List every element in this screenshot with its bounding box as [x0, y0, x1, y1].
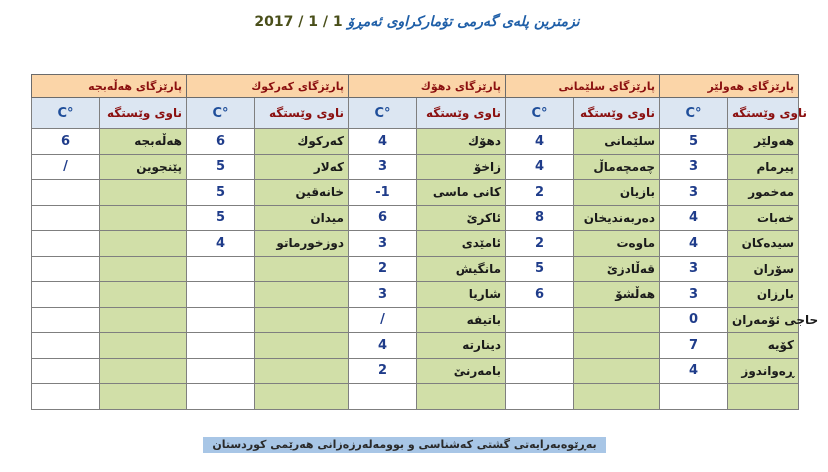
station-name-cell [574, 333, 660, 359]
station-name-cell [728, 384, 799, 410]
temperature-cell [187, 256, 255, 282]
station-name-cell: کەرکوك [255, 129, 349, 155]
table-row [32, 333, 799, 359]
table-row [32, 129, 799, 155]
governorate-header: پارێزگای کەرکوك [187, 75, 349, 98]
station-name-header: ناوی وێستگە [255, 98, 349, 129]
temperature-cell: 6 [349, 205, 417, 231]
temperature-cell: -1 [349, 180, 417, 206]
station-name-cell [100, 358, 187, 384]
temperature-cell: 5 [187, 180, 255, 206]
station-name-cell: دەربەندیخان [574, 205, 660, 231]
temperature-cell [187, 384, 255, 410]
temperature-cell: 3 [349, 282, 417, 308]
temperature-cell: 6 [506, 282, 574, 308]
station-name-cell [574, 384, 660, 410]
station-name-cell: پێنجوین [100, 154, 187, 180]
table-row [32, 282, 799, 308]
station-name-cell: بارزان [728, 282, 799, 308]
station-name-cell: دینارتە [417, 333, 506, 359]
station-name-cell [100, 282, 187, 308]
temperature-cell: 2 [349, 358, 417, 384]
temperature-cell: / [349, 307, 417, 333]
station-name-cell: باتیفە [417, 307, 506, 333]
governorate-header-row [32, 75, 799, 98]
temperature-cell [506, 358, 574, 384]
table-row [32, 307, 799, 333]
temperature-cell [32, 180, 100, 206]
station-name-cell: ماوەت [574, 231, 660, 257]
station-name-cell: پیرمام [728, 154, 799, 180]
station-name-cell [100, 231, 187, 257]
station-name-cell: بامەرنێ [417, 358, 506, 384]
temperature-cell [187, 282, 255, 308]
station-name-cell: هەڵەبجە [100, 129, 187, 155]
temperature-cell: 3 [660, 282, 728, 308]
station-name-cell: مەخمور [728, 180, 799, 206]
temperature-cell: 5 [187, 154, 255, 180]
station-name-cell: مانگیش [417, 256, 506, 282]
governorate-header: پارێزگای هەولێر [660, 75, 799, 98]
column-header-row [32, 98, 799, 129]
temperature-cell [506, 307, 574, 333]
temperature-cell [506, 333, 574, 359]
temperature-cell [32, 282, 100, 308]
station-name-cell: دهۆك [417, 129, 506, 155]
station-name-cell [574, 307, 660, 333]
degree-header: C° [506, 98, 574, 129]
temperature-cell: 5 [187, 205, 255, 231]
station-name-cell [100, 333, 187, 359]
table-row [32, 180, 799, 206]
station-name-cell: میدان [255, 205, 349, 231]
temperature-cell: 2 [349, 256, 417, 282]
station-name-cell: سۆران [728, 256, 799, 282]
temperature-cell [660, 384, 728, 410]
temperature-cell: 3 [660, 180, 728, 206]
temperature-cell: 4 [349, 129, 417, 155]
temperature-cell [32, 256, 100, 282]
station-name-cell: شاریا [417, 282, 506, 308]
temperature-cell [349, 384, 417, 410]
station-name-cell: بازیان [574, 180, 660, 206]
station-name-cell [255, 333, 349, 359]
temperature-cell: 3 [349, 231, 417, 257]
station-name-header: ناوی وێستگە [728, 98, 799, 129]
source-footer: بەڕێوەبەرایەتی گشتی کەشناسی و بوومەلەرزەزانی هەرێمی کوردستان [203, 437, 606, 453]
table-row [32, 231, 799, 257]
temperature-cell [32, 307, 100, 333]
station-name-cell [255, 384, 349, 410]
station-name-cell: ڕەواندوز [728, 358, 799, 384]
station-name-cell [100, 384, 187, 410]
station-name-cell: قەڵادزێ [574, 256, 660, 282]
station-name-cell [100, 205, 187, 231]
temperature-cell: / [32, 154, 100, 180]
temperature-cell: 3 [660, 256, 728, 282]
governorate-header: پارێزگای دهۆك [349, 75, 506, 98]
temperature-cell [32, 333, 100, 359]
station-name-header: ناوی وێستگە [574, 98, 660, 129]
degree-header: C° [187, 98, 255, 129]
temperature-cell: 2 [506, 231, 574, 257]
temperature-cell: 2 [506, 180, 574, 206]
temperature-cell: 5 [660, 129, 728, 155]
governorate-header: پارێزگای سلێمانی [506, 75, 660, 98]
station-name-cell: کۆیە [728, 333, 799, 359]
temperature-cell: 4 [660, 205, 728, 231]
station-name-cell: کەلار [255, 154, 349, 180]
temperature-cell [32, 384, 100, 410]
station-name-cell: دوزخورماتو [255, 231, 349, 257]
temperature-cell [32, 205, 100, 231]
temperature-cell: 4 [349, 333, 417, 359]
station-name-cell: هەڵشۆ [574, 282, 660, 308]
degree-header: C° [660, 98, 728, 129]
temperature-cell: 4 [660, 358, 728, 384]
temperature-cell: 0 [660, 307, 728, 333]
temperature-cell: 3 [349, 154, 417, 180]
temperature-cell: 8 [506, 205, 574, 231]
page-title [0, 14, 828, 30]
temperature-cell: 4 [187, 231, 255, 257]
temperature-cell: 4 [660, 231, 728, 257]
station-name-cell: حاجی ئۆمەران [728, 307, 799, 333]
table-row [32, 384, 799, 410]
temperature-cell: 4 [506, 129, 574, 155]
temperature-cell [32, 231, 100, 257]
temperature-cell [32, 358, 100, 384]
station-name-cell [100, 256, 187, 282]
table-row [32, 256, 799, 282]
temperature-cell: 6 [32, 129, 100, 155]
title-text: نزمترین پلەی گەرمی تۆمارکراوی ئەمڕۆ [347, 14, 580, 30]
governorate-header: پارێزگای هەڵەبجە [32, 75, 187, 98]
temperature-cell [187, 333, 255, 359]
title-date: 1 / 1 / 2017 [254, 14, 343, 30]
temperature-cell: 6 [187, 129, 255, 155]
temperature-cell [187, 358, 255, 384]
temperature-cell: 7 [660, 333, 728, 359]
degree-header: C° [32, 98, 100, 129]
station-name-cell: خەبات [728, 205, 799, 231]
temperature-cell: 5 [506, 256, 574, 282]
station-name-cell [255, 282, 349, 308]
station-name-cell [100, 180, 187, 206]
station-name-cell [100, 307, 187, 333]
station-name-cell: چەمچەماڵ [574, 154, 660, 180]
station-name-cell: ئامێدی [417, 231, 506, 257]
temperature-cell: 3 [660, 154, 728, 180]
station-name-cell [255, 307, 349, 333]
station-name-cell: سیدەکان [728, 231, 799, 257]
station-name-cell: خانەقین [255, 180, 349, 206]
table-row [32, 205, 799, 231]
station-name-cell: کانی ماسی [417, 180, 506, 206]
station-name-cell [417, 384, 506, 410]
station-name-cell [255, 256, 349, 282]
degree-header: C° [349, 98, 417, 129]
table-row [32, 358, 799, 384]
temperature-cell: 4 [506, 154, 574, 180]
station-name-cell: زاخۆ [417, 154, 506, 180]
temperature-table [31, 74, 819, 410]
station-name-cell: هەولێر [728, 129, 799, 155]
temperature-cell [187, 307, 255, 333]
station-name-cell: سلێمانی [574, 129, 660, 155]
station-name-header: ناوی وێستگە [100, 98, 187, 129]
temperature-cell [506, 384, 574, 410]
station-name-cell: ئاکرێ [417, 205, 506, 231]
station-name-cell [574, 358, 660, 384]
station-name-cell [255, 358, 349, 384]
station-name-header: ناوی وێستگە [417, 98, 506, 129]
table-row [32, 154, 799, 180]
